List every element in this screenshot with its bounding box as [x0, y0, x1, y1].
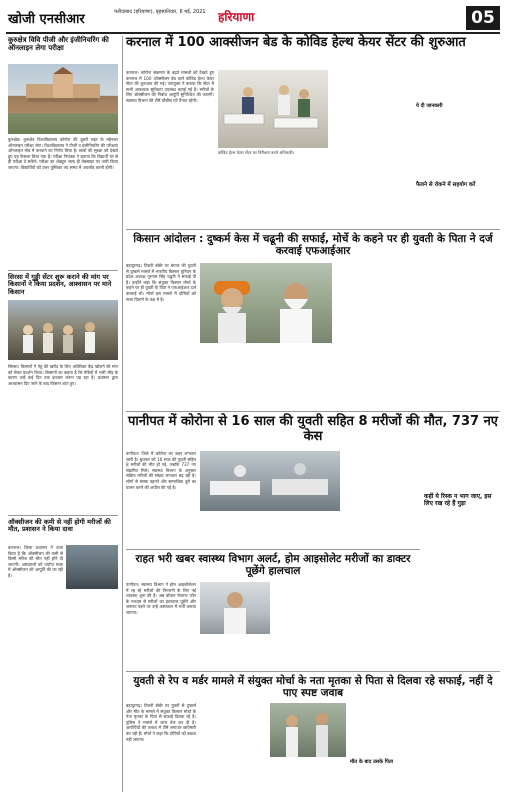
kurukshetra-body: कुरुक्षेत्र। कुरुक्षेत्र विश्वविद्यालय कोरोना की दूसरी लहर के मद्देनजर ऑनलाइन परीक्षा लेगा। विश्वविद्यालय ने पीजी व इंजीनियरिंग की परीक्षाएं ऑनलाइन मोड में करवाने का निर्णय लिया है। छात्रों की सुरक्षा को देखते हुए यह फैसला लिया गया है। परीक्षा नियंत्रक ने बताया कि विद्यार्थी घर से ही परीक्षा दे सकेंगे। परीक्षा का शेड्यूल जल्द ही वेबसाइट पर जारी किया जाएगा। विद्यार्थियों को उत्तर पुस्तिका तय समय में अपलोड करनी होगी।	[8, 137, 118, 170]
dateline: फरीदाबाद (हरियाणा), बृहस्पतिवार, 6 मई, 2021	[114, 9, 206, 15]
panipat-photo	[200, 451, 340, 511]
kurukshetra-university-photo	[8, 64, 118, 134]
covid-side-body	[416, 70, 500, 225]
panipat-body-2	[200, 514, 340, 546]
kisan-andolan-body: बहादुरगढ़। टिकरी बॉर्डर पर बंगाल की युवती से दुष्कर्म मामले में भारतीय किसान यूनियन के प्रदेश अध्यक्ष गुरनाम सिंह चढूनी ने सफाई दी है। उन्होंने कहा कि संयुक्त किसान मोर्चा के कहने पर ही युवती के पिता ने एफआईआर दर्ज करवाई थी। मोर्चा इस मामले में दोषियों को सजा दिलाने के पक्ष में है।	[126, 263, 196, 302]
divider	[126, 671, 500, 672]
kisan-andolan-headline: किसान आंदोलन : दुष्कर्म केस में चढूनी की सफाई, मोर्चे के कहने पर ही युवती के पिता ने दर्ज करवाई एफआईआर	[133, 233, 493, 258]
oxygen-body-continued	[66, 592, 118, 790]
oxygen-headline: ऑक्सीजन की कमी से नहीं होगी मरीजों की मौत, प्रशासन ने किया दावा	[8, 518, 111, 534]
doctors-body-2	[200, 636, 270, 668]
kurukshetra-headline: कुरुक्षेत्र विवि पीजी और इंजीनियरिंग की ऑनलाइन लेगा परीक्षा	[8, 36, 109, 53]
doctors-headline: राहत भरी खबर स्वास्थ्य विभाग अलर्ट, होम आइसोलेट मरीजों का डाक्टर पूछेंगे हालचाल	[135, 553, 411, 578]
farmers-protest-photo	[8, 300, 118, 360]
divider	[8, 270, 118, 271]
covid-center-body-3	[332, 70, 412, 225]
rape-case-body: बहादुरगढ़। टिकरी बॉर्डर पर युवती से दुष्कर्म और मौत के मामले में संयुक्त किसान मोर्चा के नेता मृतका के पिता से सफाई दिलवा रहे हैं। पुलिस ने मामले में जांच तेज कर दी है। आरोपियों की तलाश में टीमें लगातार छापेमारी कर रही हैं। मोर्चा ने कहा कि दोषियों को बख्शा नहीं जाएगा।	[126, 703, 196, 742]
doctors-body-3	[274, 582, 344, 668]
kisan-andolan-caption-body	[200, 346, 264, 408]
rape-case-photo	[270, 703, 346, 757]
panipat-body-4	[424, 451, 500, 491]
doctors-photo	[200, 582, 270, 634]
rape-case-headline: युवती से रेप व मर्डर मामले में संयुक्त मोर्चा के नता मृतका से पिता से दिलवा रहे सफाई, नहीं दे पाए स्पष्ट जवाब	[133, 675, 493, 700]
doctors-side-headline: कहीं ये रिस्क न भाग जाए, इस लिए रख रहे हैं गुड़ा	[424, 493, 492, 507]
rape-case-body-5	[428, 703, 500, 793]
newspaper-logo: खोजी एनसीआर	[8, 12, 85, 27]
covid-side-head-1: ये दी जानकारी	[416, 103, 443, 109]
column-divider	[122, 36, 123, 792]
kisan-andolan-body-3	[418, 263, 500, 408]
doctors-side-body	[424, 520, 500, 668]
covid-side-head-2: फैलने से रोकने में सहयोग करें	[416, 182, 476, 188]
doctors-body-4	[348, 582, 420, 668]
rape-case-body-2	[200, 703, 266, 793]
rape-case-body-4	[350, 703, 424, 793]
oxygen-body: करनाल। जिला प्रशासन ने दावा किया है कि ऑक्सीजन की कमी से किसी मरीज की मौत नहीं होने दी जाएगी। अस्पतालों को पर्याप्त मात्रा में ऑक्सीजन की आपूर्ति की जा रही है।	[8, 545, 63, 578]
panipat-body-3	[344, 451, 420, 546]
divider	[126, 411, 500, 412]
covid-center-photo	[218, 70, 328, 148]
farmers-headline: सिरसा में गुड्डी सेंटर शुरू कराने की मांग पर किसानों ने किया प्रदर्शन, आश्वासन पर माने किसान	[8, 273, 112, 296]
rape-case-body-3	[270, 760, 346, 793]
masthead	[6, 4, 500, 34]
covid-center-body: करनाल। कोरोना संक्रमण के बढ़ते मामलों को देखते हुए करनाल में 100 ऑक्सीजन बेड वाले कोविड हेल्थ केयर सेंटर की शुरुआत की गई। उपायुक्त ने बताया कि सेंटर में सभी आवश्यक सुविधाएं उपलब्ध कराई गई हैं। मरीजों के लिए ऑक्सीजन की निर्बाध आपूर्ति सुनिश्चित की जाएगी। स्वास्थ्य विभाग की टीमें चौबीस घंटे तैनात रहेंगी।	[126, 70, 214, 103]
page-number: 05	[466, 6, 500, 30]
kisan-leaders-photo	[200, 263, 332, 343]
farmers-body: सिरसा। किसानों ने गेहूं की खरीद के लिए अतिरिक्त केंद्र खोलने की मांग को लेकर प्रदर्शन किया। किसानों का कहना है कि मंडियों में भारी भीड़ के कारण उन्हें कई दिन तक इंतजार करना पड़ रहा है। प्रशासन द्वारा आश्वासन दिए जाने के बाद किसान शांत हुए।	[8, 364, 118, 386]
divider	[126, 229, 500, 230]
covid-center-caption: कोविड हेल्थ केयर सेंटर का निरीक्षण करते अधिकारी।	[218, 150, 295, 155]
covid-center-headline: करनाल में 100 आक्सीजन बेड के कोविड हेल्थ केयर सेंटर की शुरुआत	[126, 35, 466, 50]
doctors-body: पानीपत। स्वास्थ्य विभाग ने होम आइसोलेशन में रह रहे मरीजों की निगरानी के लिए नई व्यवस्था शुरू की है। अब डॉक्टर रोजाना फोन के माध्यम से मरीजों का हालचाल पूछेंगे और जरूरत पड़ने पर उन्हें अस्पताल में भर्ती कराया जाएगा।	[126, 582, 196, 615]
panipat-body: पानीपत। जिले में कोरोना का कहर लगातार जारी है। बुधवार को 16 साल की युवती सहित 8 मरीजों की मौत हो गई, जबकि 737 नए संक्रमित मिले। स्वास्थ्य विभाग के अनुसार सक्रिय मरीजों की संख्या लगातार बढ़ रही है। लोगों से मास्क पहनने और सामाजिक दूरी का पालन करने की अपील की गई है।	[126, 451, 196, 490]
kisan-andolan-body-2	[336, 263, 414, 408]
oxygen-photo	[66, 545, 118, 589]
kisan-andolan-caption-body-2	[268, 346, 332, 408]
section-title: हरियाणा	[218, 10, 255, 24]
panipat-headline: पानीपत में कोरोना से 16 साल की युवती सहित 8 मरीजों की मौत, 737 नए केस	[128, 414, 498, 444]
rape-case-side-head: मौत के बाद उसके पिता	[350, 759, 393, 765]
covid-center-body-2	[218, 160, 328, 225]
divider	[126, 549, 420, 550]
divider	[8, 515, 118, 516]
